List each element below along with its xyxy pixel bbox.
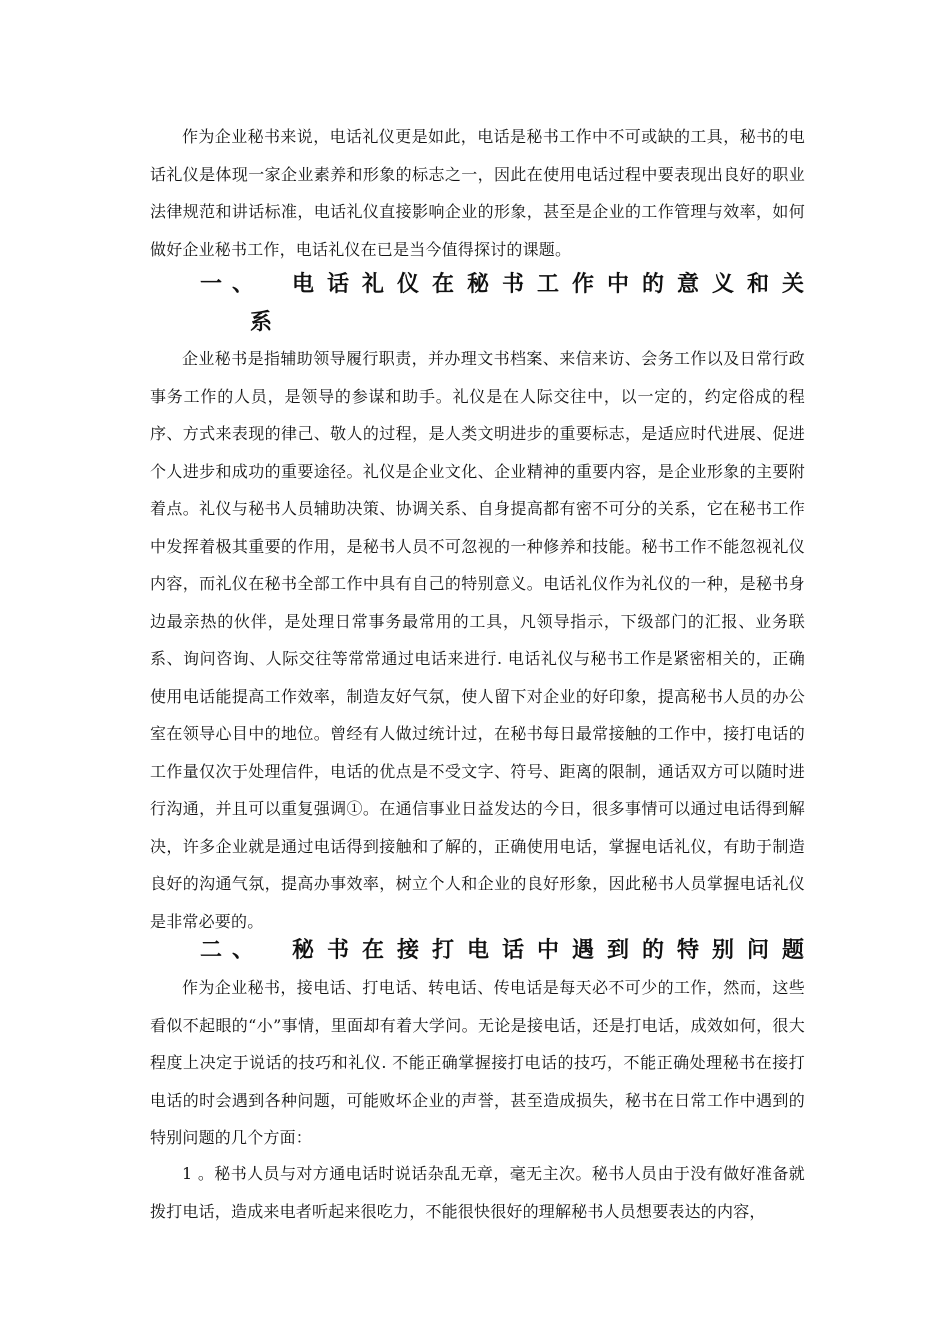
section-heading-1 bbox=[150, 266, 855, 342]
section2-body-paragraph: 作为企业秘书，接电话、打电话、转电话、传电话是每天必不可少的工作，然而，这些看似不起眼的“小”事情，里面却有着大学问。无论是接电话，还是打电话，成效如何，很大程度上决定于说话的技巧和礼仪. 不能正确掌握接打电话的技巧，不能正确处理秘书在接打电话的时会遇到各种问题，可能败坏企业的声誉，甚至造成损失，秘书在日常工作中遇到的特别问题的几个方面： bbox=[150, 978, 805, 1147]
section-title-1-line1: 电话礼仪在秘书工作中的意义和关 bbox=[292, 272, 818, 297]
section-number-2: 二、 bbox=[200, 938, 265, 963]
section-title-2: 秘书在接打电话中遇到的特别问题 bbox=[292, 938, 818, 963]
intro-paragraph: 作为企业秘书来说，电话礼仪更是如此，电话是秘书工作中不可或缺的工具，秘书的电话礼仪是体现一家企业素养和形象的标志之一，因此在使用电话过程中要表现出良好的职业法律规范和讲话标准，电话礼仪直接影响企业的形象，甚至是企业的工作管理与效率，如何做好企业秘书工作，电话礼仪在已是当今值得探讨的课题。 bbox=[150, 127, 805, 259]
section-heading-2 bbox=[150, 932, 855, 970]
section-title-1-line2: 系 bbox=[250, 310, 286, 335]
section-number-1: 一、 bbox=[200, 272, 265, 297]
section1-body-paragraph: 企业秘书是指辅助领导履行职责，并办理文书档案、来信来访、会务工作以及日常行政事务工作的人员，是领导的参谋和助手。礼仪是在人际交往中，以一定的，约定俗成的程序、方式来表现的律己、敬人的过程，是人类文明进步的重要标志，是适应时代进展、促进个人进步和成功的重要途径。礼仪是企业文化、企业精神的重要内容，是企业形象的主要附着点。礼仪与秘书人员辅助决策、协调关系、自身提高都有密不可分的关系，它在秘书工作中发挥着极其重要的作用，是秘书人员不可忽视的一种修养和技能。秘书工作不能忽视礼仪内容，而礼仪在秘书全部工作中具有自己的特别意义。电话礼仪作为礼仪的一种，是秘书身边最亲热的伙伴，是处理日常事务最常用的工具，凡领导指示，下级部门的汇报、业务联系、询问咨询、人际交往等常常通过电话来进行. 电话礼仪与秘书工作是紧密相关的，正确使用电话能提高工作效率，制造友好气氛，使人留下对企业的好印象，提高秘书人员的办公室在领导心目中的地位。曾经有人做过统计过，在秘书每日最常接触的工作中，接打电话的工作量仅次于处理信件，电话的优点是不受文字、符号、距离的限制，通话双方可以随时进行沟通，并且可以重复强调①。在通信事业日益发达的今日，很多事情可以通过电话得到解决，许多企业就是通过电话得到接触和了解的，正确使用电话，掌握电话礼仪，有助于制造良好的沟通气氛，提高办事效率，树立个人和企业的良好形象，因此秘书人员掌握电话礼仪是非常必要的。 bbox=[150, 349, 805, 931]
list-item-1: 1 。秘书人员与对方通电话时说话杂乱无章，毫无主次。秘书人员由于没有做好准备就拨打电话，造成来电者听起来很吃力，不能很快很好的理解秘书人员想要表达的内容， bbox=[150, 1164, 805, 1221]
